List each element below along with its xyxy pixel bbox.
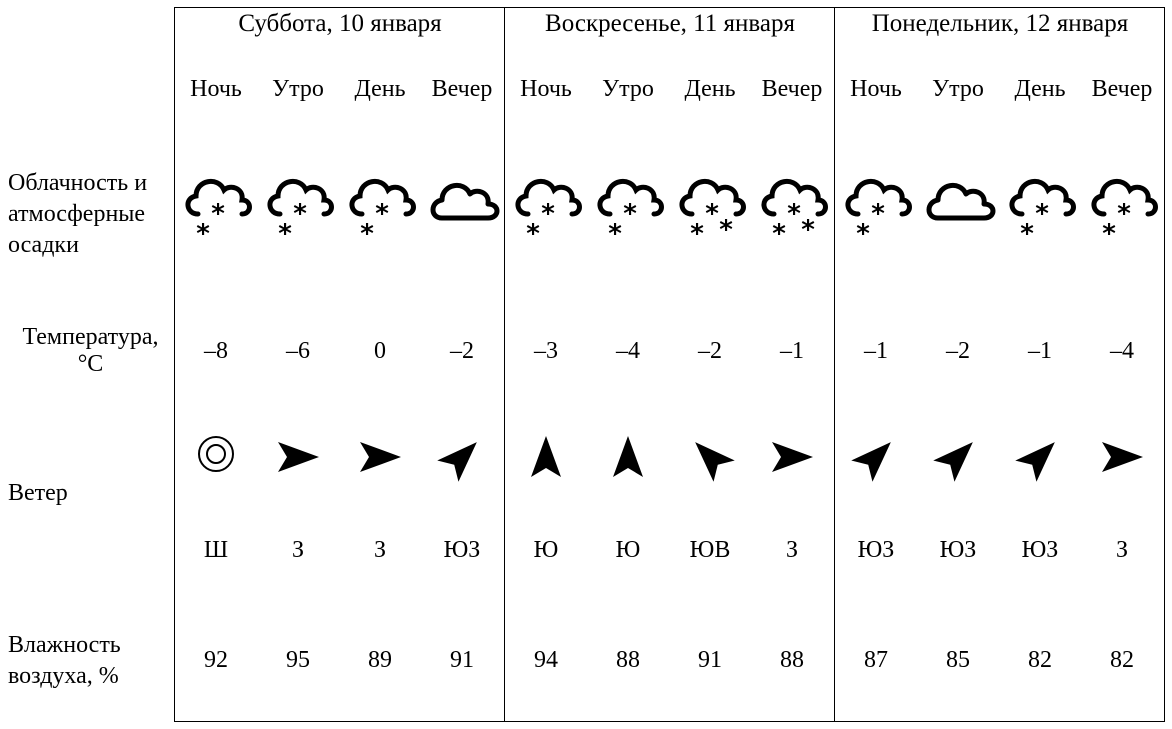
humidity-value: 88 xyxy=(616,647,640,673)
cloud-snow-icon xyxy=(587,168,669,258)
cloud-snow-icon xyxy=(835,168,917,258)
svg-text:*: * xyxy=(375,199,389,229)
temperature-value: –4 xyxy=(616,338,640,364)
wind-direction: ЮЗ xyxy=(1021,537,1059,563)
svg-text:*: * xyxy=(787,199,801,229)
svg-text:*: * xyxy=(623,199,637,229)
row-label-clouds-line: осадки xyxy=(8,232,79,258)
period-label: Вечер xyxy=(431,76,493,102)
humidity-value: 82 xyxy=(1110,647,1134,673)
row-label-humidity xyxy=(8,630,121,692)
humidity-value: 85 xyxy=(946,647,970,673)
cloud-icon xyxy=(421,168,503,258)
svg-text:*: * xyxy=(719,215,733,245)
svg-text:*: * xyxy=(871,199,885,229)
day-title: Суббота, 10 января xyxy=(238,10,442,37)
svg-text:*: * xyxy=(1102,219,1116,248)
temperature-value: –1 xyxy=(1028,338,1052,364)
svg-text:*: * xyxy=(293,199,307,229)
cloud-snow-icon xyxy=(175,168,257,258)
period-label: Утро xyxy=(932,76,984,102)
arrow-northeast-icon xyxy=(917,432,999,522)
humidity-value: 95 xyxy=(286,647,310,673)
cloud-heavy-snow-icon xyxy=(669,168,751,258)
temperature-value: –3 xyxy=(534,338,558,364)
temperature-value: –1 xyxy=(780,338,804,364)
wind-direction: З xyxy=(373,537,387,563)
temperature-value: –2 xyxy=(946,338,970,364)
svg-text:*: * xyxy=(1035,199,1049,229)
svg-text:*: * xyxy=(690,219,704,248)
arrow-northeast-icon xyxy=(999,432,1081,522)
row-label-temperature-line: °C xyxy=(77,351,104,377)
arrow-north-icon xyxy=(505,432,587,522)
svg-text:*: * xyxy=(801,215,815,245)
day-title: Понедельник, 12 января xyxy=(871,10,1129,37)
svg-text:*: * xyxy=(211,199,225,229)
cloud-snow-icon xyxy=(505,168,587,258)
row-label-humidity-line: воздуха, % xyxy=(8,663,119,689)
cloud-snow-icon xyxy=(339,168,421,258)
row-label-wind: Ветер xyxy=(8,480,68,506)
wind-direction: Ю xyxy=(533,537,559,563)
svg-text:*: * xyxy=(1020,219,1034,248)
period-label: Утро xyxy=(272,76,324,102)
humidity-value: 88 xyxy=(780,647,804,673)
wind-direction: З xyxy=(785,537,799,563)
arrow-north-icon xyxy=(587,432,669,522)
wind-direction: Ш xyxy=(203,537,229,563)
arrow-east-icon xyxy=(339,432,421,522)
svg-text:*: * xyxy=(196,219,210,248)
arrow-northwest-icon xyxy=(669,432,751,522)
humidity-value: 91 xyxy=(450,647,474,673)
svg-text:*: * xyxy=(1117,199,1131,229)
period-label: День xyxy=(684,76,736,102)
period-label: Вечер xyxy=(761,76,823,102)
temperature-value: –6 xyxy=(286,338,310,364)
svg-text:*: * xyxy=(526,219,540,248)
svg-text:*: * xyxy=(856,219,870,248)
temperature-value: 0 xyxy=(374,338,386,364)
temperature-value: –8 xyxy=(204,338,228,364)
svg-text:*: * xyxy=(541,199,555,229)
humidity-value: 82 xyxy=(1028,647,1052,673)
wind-direction: ЮЗ xyxy=(443,537,481,563)
row-label-clouds xyxy=(8,168,147,261)
cloud-icon xyxy=(917,168,999,258)
period-label: Ночь xyxy=(190,76,242,102)
humidity-value: 92 xyxy=(204,647,228,673)
wind-direction: Ю xyxy=(615,537,641,563)
svg-text:*: * xyxy=(705,199,719,229)
temperature-value: –2 xyxy=(698,338,722,364)
row-label-humidity-line: Влажность xyxy=(8,632,121,658)
arrow-east-icon xyxy=(257,432,339,522)
period-label: Ночь xyxy=(850,76,902,102)
arrow-northeast-icon xyxy=(835,432,917,522)
row-label-clouds-line: Облачность и xyxy=(8,170,148,196)
svg-text:*: * xyxy=(278,219,292,248)
temperature-value: –2 xyxy=(450,338,474,364)
temperature-value: –4 xyxy=(1110,338,1134,364)
arrow-east-icon xyxy=(1081,432,1163,522)
wind-direction: З xyxy=(291,537,305,563)
svg-text:*: * xyxy=(772,219,786,248)
period-label: Ночь xyxy=(520,76,572,102)
row-label-temperature xyxy=(8,322,173,380)
row-label-temperature-line: Температура, xyxy=(22,324,159,350)
humidity-value: 87 xyxy=(864,647,888,673)
cloud-heavy-snow-icon xyxy=(751,168,833,258)
svg-text:*: * xyxy=(360,219,374,248)
wind-direction: З xyxy=(1115,537,1129,563)
humidity-value: 89 xyxy=(368,647,392,673)
period-label: День xyxy=(354,76,406,102)
wind-direction: ЮВ xyxy=(689,537,731,563)
period-label: День xyxy=(1014,76,1066,102)
arrow-east-icon xyxy=(751,432,833,522)
cloud-snow-icon xyxy=(1081,168,1163,258)
cloud-snow-icon xyxy=(999,168,1081,258)
calm-icon xyxy=(175,432,257,522)
day-title: Воскресенье, 11 января xyxy=(545,10,795,37)
cloud-snow-icon xyxy=(257,168,339,258)
humidity-value: 94 xyxy=(534,647,558,673)
svg-text:*: * xyxy=(608,219,622,248)
arrow-northeast-icon xyxy=(421,432,503,522)
row-label-clouds-line: атмосферные xyxy=(8,201,146,227)
period-label: Утро xyxy=(602,76,654,102)
wind-direction: ЮЗ xyxy=(857,537,895,563)
humidity-value: 91 xyxy=(698,647,722,673)
temperature-value: –1 xyxy=(864,338,888,364)
wind-direction: ЮЗ xyxy=(939,537,977,563)
period-label: Вечер xyxy=(1091,76,1153,102)
